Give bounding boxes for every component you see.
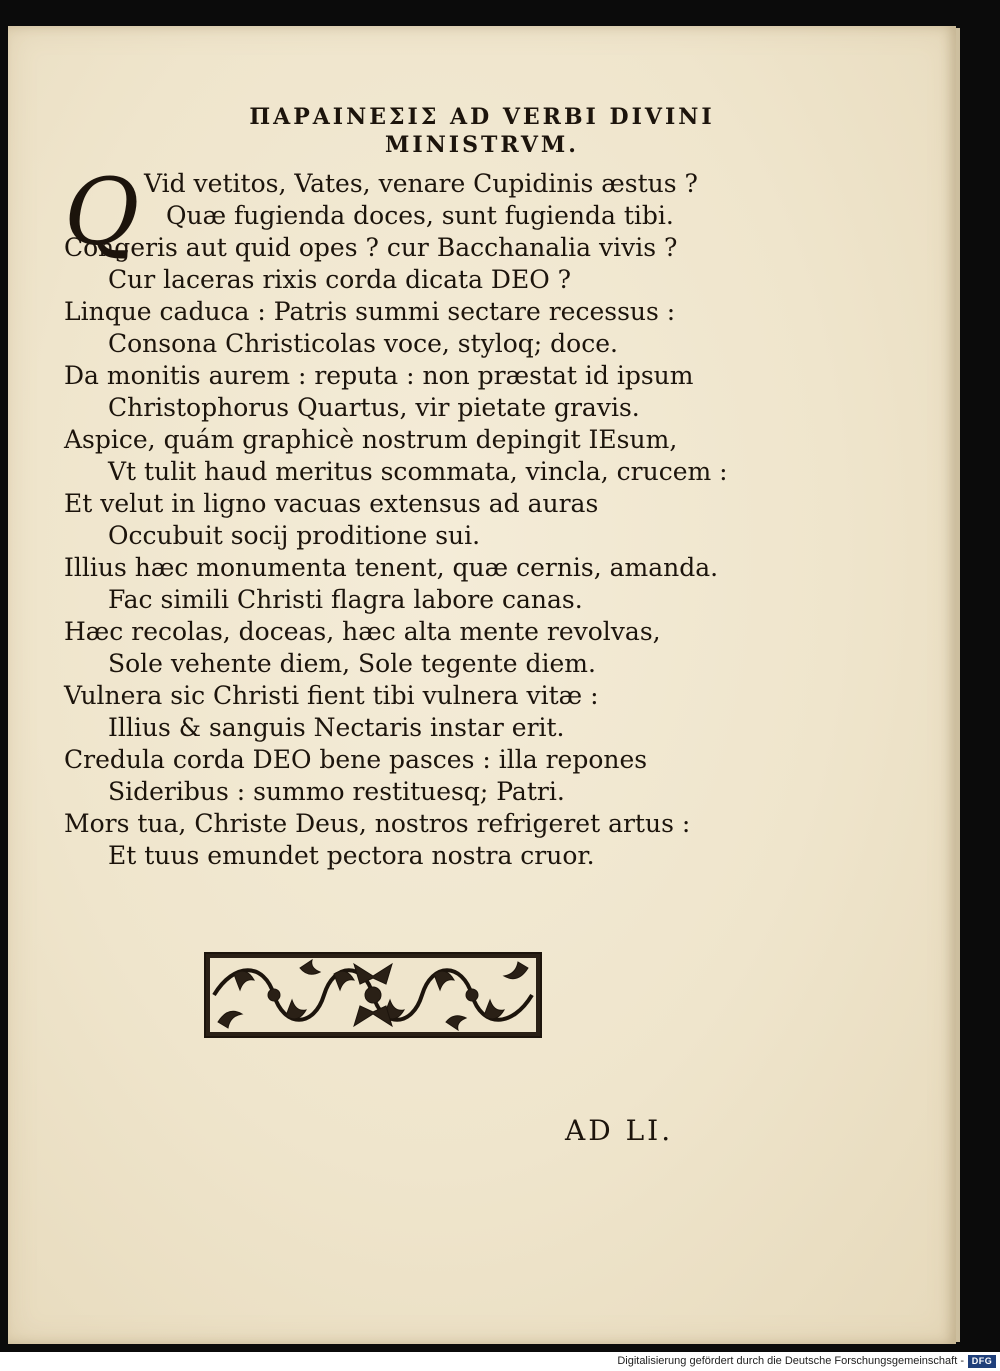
poem-line: Et tuus emundet pectora nostra cruor. [108, 841, 595, 870]
footer-credit-text: Digitalisierung gefördert durch die Deutsche Forschungsgemeinschaft - [617, 1355, 964, 1367]
poem-line: Congeris aut quid opes ? cur Bacchanalia vivis ? [64, 233, 678, 262]
digitization-footer [0, 1353, 1000, 1371]
page-heading-line-2: MINISTRVM. [385, 132, 579, 158]
poem-line: Illius hæc monumenta tenent, quæ cernis, amanda. [64, 553, 719, 582]
drop-cap-initial: Q [64, 159, 140, 266]
catchword: AD LI. [565, 1114, 674, 1147]
page-edge [956, 28, 960, 1342]
book-page [8, 26, 956, 1344]
poem-line: Cur laceras rixis corda dicata DEO ? [108, 265, 572, 294]
poem-line: Illius & sanguis Nectaris instar erit. [108, 713, 565, 742]
poem-line: Aspice, quám graphicè nostrum depingit IEsum, [64, 425, 678, 454]
poem-line: Mors tua, Christe Deus, nostros refrigeret artus : [64, 809, 691, 838]
poem-line: Vulnera sic Christi fient tibi vulnera vitæ : [64, 681, 599, 710]
poem-line: Et velut in ligno vacuas extensus ad auras [64, 489, 599, 518]
poem-line: Consona Christicolas voce, styloq; doce. [108, 329, 618, 358]
poem-line: Christophorus Quartus, vir pietate gravis. [108, 393, 640, 422]
poem-line: Vid vetitos, Vates, venare Cupidinis æstus ? [144, 169, 698, 198]
poem-line: Vt tulit haud meritus scommata, vincla, crucem : [108, 457, 728, 486]
poem-line: Sideribus : summo restituesq; Patri. [108, 777, 565, 806]
poem-line: Credula corda DEO bene pasces : illa repones [64, 745, 648, 774]
page-heading-line-1: ΠΑΡΑΙΝΕΣΙΣ AD VERBI DIVINI [249, 104, 715, 130]
poem-line: Da monitis aurem : reputa : non præstat id ipsum [64, 361, 694, 390]
acanthus-vine-ornament-icon [204, 952, 542, 1038]
poem-line: Quæ fugienda doces, sunt fugienda tibi. [166, 201, 674, 230]
poem-line: Fac simili Christi flagra labore canas. [108, 585, 583, 614]
dfg-logo: DFG [968, 1355, 996, 1368]
poem-line: Sole vehente diem, Sole tegente diem. [108, 649, 596, 678]
poem-line: Linque caduca : Patris summi sectare recessus : [64, 297, 676, 326]
poem-line: Hæc recolas, doceas, hæc alta mente revolvas, [64, 617, 661, 646]
poem-line: Occubuit socij proditione sui. [108, 521, 481, 550]
